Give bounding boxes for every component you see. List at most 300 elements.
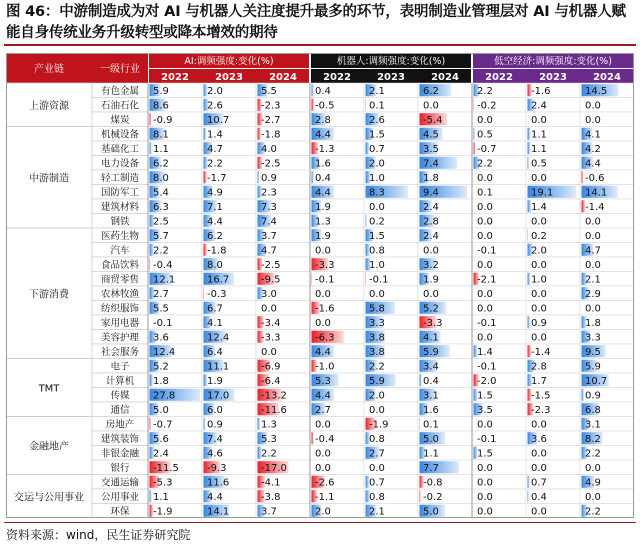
value-label: -3.4 [261, 317, 281, 329]
value-label: 1.9 [315, 230, 331, 242]
value-label: 7.4 [261, 216, 277, 228]
value-label: -0.4 [315, 433, 335, 445]
value-label: 1.4 [207, 129, 223, 141]
value-label: 0.0 [261, 303, 277, 315]
value-label: 14.1 [207, 506, 230, 518]
value-label: 8.3 [369, 187, 385, 199]
value-label: -0.1 [477, 361, 497, 373]
value-label: 1.1 [153, 143, 169, 155]
industry-label: 机械设备 [100, 129, 140, 141]
negative-bar [420, 490, 421, 502]
value-label: 5.0 [423, 433, 439, 445]
value-label: -5.3 [153, 477, 173, 489]
positive-bar [528, 490, 529, 502]
positive-bar [150, 142, 152, 154]
value-label: 0.5 [477, 129, 493, 141]
value-label: -0.1 [477, 245, 497, 257]
industry-label: 医药生物 [100, 230, 140, 242]
value-label: -3.3 [261, 332, 281, 344]
industry-label: 石油石化 [100, 100, 140, 112]
industry-label: 建筑材料 [100, 201, 140, 213]
value-label: 8.0 [207, 259, 223, 271]
value-label: -11.5 [153, 462, 179, 474]
value-label: 0.0 [369, 462, 385, 474]
value-label: 7.7 [423, 462, 439, 474]
value-label: 0.0 [585, 303, 601, 315]
value-label: 0.0 [477, 419, 493, 431]
value-label: 5.3 [315, 375, 331, 387]
value-label: 2.0 [207, 85, 223, 97]
value-label: 5.6 [153, 433, 169, 445]
value-label: -0.1 [315, 274, 335, 286]
value-label: 1.3 [261, 419, 277, 431]
value-label: 0.8 [369, 491, 385, 503]
section-label: 金融地产 [29, 441, 69, 453]
value-label: 4.1 [423, 332, 439, 344]
value-label: 0.0 [531, 259, 547, 271]
value-label: 0.0 [585, 230, 601, 242]
value-label: -0.2 [477, 100, 497, 112]
value-label: 3.8 [369, 332, 385, 344]
value-label: 0.0 [369, 404, 385, 416]
value-label: 0.0 [477, 506, 493, 518]
value-label: 2.0 [369, 158, 385, 170]
value-label: 7.1 [207, 201, 223, 213]
value-label: 4.7 [207, 143, 223, 155]
industry-label: 纺织服饰 [100, 303, 140, 315]
value-label: 2.4 [423, 201, 439, 213]
value-label: -1.9 [153, 506, 173, 518]
value-label: -1.8 [207, 245, 227, 257]
value-label: 1.9 [423, 274, 439, 286]
positive-bar [366, 215, 367, 227]
value-label: 1.7 [531, 375, 547, 387]
value-label: 19.1 [531, 187, 554, 199]
positive-bar [150, 490, 152, 502]
value-label: 3.6 [531, 433, 547, 445]
value-label: 5.9 [369, 375, 385, 387]
value-label: 0.0 [585, 462, 601, 474]
year-header-label: 2022 [161, 72, 189, 83]
value-label: 14.5 [585, 85, 608, 97]
value-label: 3.0 [261, 288, 277, 300]
negative-bar [312, 99, 315, 111]
header-chain: 产业链 [34, 64, 64, 75]
positive-bar [312, 84, 314, 96]
value-label: 4.4 [315, 187, 331, 199]
value-label: 1.1 [423, 448, 439, 460]
positive-bar [420, 418, 421, 430]
value-label: 0.0 [531, 303, 547, 315]
value-label: 5.7 [153, 230, 169, 242]
value-label: 4.1 [585, 129, 601, 141]
value-label: 2.7 [369, 448, 385, 460]
value-label: 0.1 [369, 100, 385, 112]
value-label: 0.0 [261, 346, 277, 358]
positive-bar [528, 229, 529, 241]
value-label: 0.0 [477, 230, 493, 242]
value-label: 0.0 [423, 245, 439, 257]
value-label: 1.1 [531, 143, 547, 155]
value-label: 4.7 [585, 245, 601, 257]
value-label: 2.2 [261, 448, 277, 460]
value-label: -0.4 [153, 259, 173, 271]
value-label: 2.5 [153, 216, 169, 228]
year-header-label: 2023 [215, 72, 243, 83]
value-label: 9.5 [585, 346, 601, 358]
value-label: 2.2 [477, 158, 493, 170]
value-label: 14.1 [585, 187, 608, 199]
value-label: 0.4 [315, 172, 331, 184]
value-label: -0.1 [153, 317, 173, 329]
value-label: 5.0 [153, 404, 169, 416]
year-header-label: 2024 [269, 72, 297, 83]
value-label: -0.9 [153, 114, 173, 126]
value-label: 0.0 [585, 114, 601, 126]
title-divider [4, 44, 636, 46]
value-label: 0.0 [531, 448, 547, 460]
industry-label: 有色金属 [100, 85, 140, 97]
value-label: 0.0 [315, 317, 331, 329]
value-label: 5.2 [153, 361, 169, 373]
value-label: 1.5 [477, 390, 493, 402]
section-label: 交运与公用事业 [14, 492, 84, 504]
value-label: 3.1 [585, 419, 601, 431]
value-label: 4.4 [315, 129, 331, 141]
value-label: -9.5 [261, 274, 281, 286]
value-label: 2.8 [315, 114, 331, 126]
value-label: 2.6 [207, 100, 223, 112]
page-title: 图 46：中游制造成为对 AI 与机器人关注度提升最多的环节，表明制造业管理层对 AI 与机器人赋能自身传统业务升级转型或降本增效的期待 [6, 4, 626, 41]
value-label: 0.0 [477, 288, 493, 300]
negative-bar [312, 432, 314, 444]
value-label: 4.7 [261, 245, 277, 257]
value-label: 0.9 [207, 419, 223, 431]
value-label: 4.4 [207, 216, 223, 228]
value-label: -0.5 [315, 100, 335, 112]
industry-label: 环保 [110, 506, 130, 518]
industry-label: 计算机 [105, 375, 135, 387]
value-label: 2.9 [585, 288, 601, 300]
value-label: 6.2 [423, 85, 439, 97]
value-label: 5.9 [153, 85, 169, 97]
industry-label: 电力设备 [100, 158, 140, 170]
value-label: 2.8 [531, 361, 547, 373]
positive-bar [474, 128, 475, 140]
value-label: -0.7 [477, 143, 497, 155]
value-label: 2.7 [315, 404, 331, 416]
value-label: 2.2 [477, 85, 493, 97]
value-label: -1.6 [531, 85, 551, 97]
value-label: 2.4 [153, 448, 169, 460]
industry-label: 农林牧渔 [100, 288, 140, 300]
value-label: 5.3 [261, 433, 277, 445]
industry-label: 国防军工 [100, 187, 140, 199]
value-label: 4.4 [207, 491, 223, 503]
value-label: 1.0 [369, 259, 385, 271]
value-label: -1.3 [315, 143, 335, 155]
value-label: 3.3 [585, 332, 601, 344]
value-label: -1.4 [531, 346, 551, 358]
value-label: 1.5 [477, 448, 493, 460]
positive-bar [258, 171, 260, 183]
value-label: 0.0 [369, 288, 385, 300]
section-label: 上游资源 [29, 100, 69, 112]
value-label: 1.5 [369, 129, 385, 141]
value-label: 4.9 [207, 187, 223, 199]
value-label: 2.2 [369, 361, 385, 373]
value-label: 3.3 [369, 317, 385, 329]
industry-label: 美容护理 [100, 332, 140, 344]
value-label: 0.0 [477, 201, 493, 213]
industry-label: 基础化工 [100, 143, 140, 155]
negative-bar [582, 171, 584, 183]
value-label: 2.2 [207, 158, 223, 170]
value-label: -4.1 [261, 477, 281, 489]
positive-bar [528, 476, 530, 488]
value-label: 3.7 [261, 506, 277, 518]
value-label: 0.7 [369, 143, 385, 155]
value-label: 0.0 [315, 419, 331, 431]
group-header-label: 机器人:调频强度:变化(%) [336, 56, 446, 67]
value-label: 0.8 [369, 433, 385, 445]
group-header-label: AI:调频强度:变化(%) [184, 56, 274, 67]
value-label: -1.9 [369, 419, 389, 431]
value-label: 1.5 [369, 230, 385, 242]
bottom-divider [4, 522, 636, 523]
value-label: -13.2 [261, 390, 287, 402]
value-label: 1.8 [153, 375, 169, 387]
value-label: -2.0 [477, 375, 497, 387]
value-label: 0.4 [315, 85, 331, 97]
value-label: 6.3 [153, 201, 169, 213]
industry-label: 公用事业 [100, 491, 140, 503]
value-label: 8.6 [153, 100, 169, 112]
positive-bar [312, 171, 314, 183]
value-label: 3.1 [423, 390, 439, 402]
value-label: 0.0 [585, 491, 601, 503]
value-label: 0.0 [585, 259, 601, 271]
value-label: -2.7 [261, 114, 281, 126]
value-label: 4.6 [207, 448, 223, 460]
value-label: 2.7 [153, 288, 169, 300]
value-label: 0.0 [477, 462, 493, 474]
value-label: 4.4 [585, 158, 601, 170]
year-header-label: 2022 [485, 72, 513, 83]
value-label: -6.4 [261, 375, 281, 387]
value-label: 0.0 [531, 462, 547, 474]
value-label: -0.3 [207, 288, 227, 300]
value-label: -3.3 [423, 317, 443, 329]
value-label: 4.0 [261, 143, 277, 155]
header-industry: 一级行业 [100, 64, 140, 75]
value-label: 1.4 [477, 346, 493, 358]
value-label: 0.0 [315, 245, 331, 257]
group-header-label: 低空经济:调频强度:变化(%) [494, 56, 612, 67]
value-label: -5.4 [423, 114, 443, 126]
value-label: 2.2 [585, 448, 601, 460]
value-label: -1.7 [207, 172, 227, 184]
value-label: 4.2 [585, 143, 601, 155]
section-label: 中游制造 [29, 173, 69, 185]
value-label: 10.7 [207, 114, 230, 126]
value-label: 5.5 [261, 85, 277, 97]
value-label: -2.6 [315, 477, 335, 489]
negative-bar [474, 99, 475, 111]
value-label: 0.0 [585, 216, 601, 228]
value-label: 7.4 [207, 433, 223, 445]
value-label: 2.4 [531, 100, 547, 112]
year-header-label: 2024 [431, 72, 459, 83]
industry-label: 家用电器 [100, 317, 140, 329]
positive-bar [204, 418, 206, 430]
value-label: 3.2 [423, 259, 439, 271]
value-label: -1.8 [261, 129, 281, 141]
value-label: 0.9 [531, 317, 547, 329]
value-label: 0.0 [423, 100, 439, 112]
value-label: 6.4 [207, 346, 223, 358]
value-label: -6.3 [315, 332, 335, 344]
positive-bar [528, 316, 530, 328]
section-label: 下游消费 [29, 289, 69, 301]
value-label: 1.1 [153, 491, 169, 503]
value-label: -1.1 [315, 491, 335, 503]
industry-label: 汽车 [110, 245, 130, 257]
positive-bar [420, 374, 422, 386]
value-label: 2.0 [369, 390, 385, 402]
value-label: 1.6 [423, 404, 439, 416]
value-label: 0.7 [531, 477, 547, 489]
value-label: 12.4 [207, 332, 230, 344]
value-label: 1.9 [207, 375, 223, 387]
value-label: -1.0 [315, 361, 335, 373]
value-label: 0.0 [585, 100, 601, 112]
year-header-label: 2024 [593, 72, 621, 83]
value-label: 0.0 [369, 201, 385, 213]
value-label: 0.1 [423, 419, 439, 431]
value-label: 4.1 [207, 317, 223, 329]
value-label: 0.9 [585, 390, 601, 402]
value-label: -2.1 [477, 274, 497, 286]
value-label: 5.2 [423, 303, 439, 315]
value-label: 6.2 [153, 158, 169, 170]
value-label: 0.0 [531, 506, 547, 518]
value-label: -1.5 [531, 390, 551, 402]
value-label: 4.9 [585, 477, 601, 489]
value-label: 5.4 [153, 187, 169, 199]
value-label: 6.0 [207, 404, 223, 416]
value-label: 0.0 [477, 216, 493, 228]
positive-bar [366, 99, 367, 111]
value-label: -11.6 [261, 404, 287, 416]
value-label: 0.1 [477, 187, 493, 199]
value-label: -2.5 [261, 259, 281, 271]
industry-label: 轻工制造 [100, 172, 140, 184]
industry-label: 房地产 [105, 419, 135, 431]
value-label: 2.6 [369, 114, 385, 126]
value-label: 8.2 [585, 433, 601, 445]
value-label: 9.4 [423, 187, 439, 199]
positive-bar [258, 418, 260, 430]
value-label: 16.7 [207, 274, 230, 286]
value-label: 0.0 [477, 259, 493, 271]
value-label: 3.5 [423, 143, 439, 155]
positive-bar [528, 128, 531, 140]
industry-label: 煤炭 [110, 114, 130, 126]
value-label: 1.1 [531, 129, 547, 141]
value-label: 0.0 [477, 303, 493, 315]
value-label: 2.0 [531, 245, 547, 257]
negative-bar [474, 142, 476, 154]
value-label: 3.7 [261, 230, 277, 242]
negative-bar [150, 113, 152, 125]
value-label: -9.3 [207, 462, 227, 474]
value-label: 0.0 [477, 114, 493, 126]
value-label: 0.0 [531, 288, 547, 300]
value-label: 12.1 [153, 274, 176, 286]
value-label: -2.3 [531, 404, 551, 416]
value-label: 5.8 [369, 303, 385, 315]
value-label: 0.0 [477, 477, 493, 489]
industry-label: 非银金融 [100, 448, 140, 460]
value-label: 2.1 [369, 85, 385, 97]
value-label: 0.0 [315, 448, 331, 460]
value-label: 3.6 [153, 332, 169, 344]
negative-bar [204, 287, 205, 299]
value-label: 7.4 [423, 158, 439, 170]
value-label: 0.0 [477, 172, 493, 184]
negative-bar [312, 273, 313, 285]
positive-bar [204, 128, 207, 140]
industry-label: 社会服务 [100, 346, 140, 358]
value-label: -0.1 [369, 274, 389, 286]
value-label: 2.2 [585, 506, 601, 518]
value-label: -1.4 [585, 201, 605, 213]
value-label: -0.8 [423, 477, 443, 489]
value-label: 27.8 [153, 390, 176, 402]
value-label: 0.0 [315, 462, 331, 474]
value-label: 2.1 [585, 274, 601, 286]
value-label: 5.5 [153, 303, 169, 315]
value-label: 4.4 [315, 390, 331, 402]
value-label: -2.5 [261, 158, 281, 170]
value-label: -17.0 [261, 462, 287, 474]
value-label: 0.0 [477, 332, 493, 344]
value-label: 5.0 [423, 506, 439, 518]
positive-bar [528, 142, 531, 154]
value-label: -1.6 [315, 303, 335, 315]
year-header-label: 2023 [377, 72, 405, 83]
value-label: 10.7 [585, 375, 608, 387]
value-label: 0.0 [531, 332, 547, 344]
positive-bar [528, 157, 529, 169]
value-label: 5.9 [585, 361, 601, 373]
value-label: 1.8 [585, 317, 601, 329]
industry-label: 电子 [110, 361, 130, 373]
positive-bar [582, 389, 584, 401]
positive-bar [528, 273, 531, 285]
value-label: -0.1 [477, 433, 497, 445]
value-label: -3.8 [261, 491, 281, 503]
industry-label: 建筑装饰 [100, 433, 140, 445]
value-label: 1.9 [315, 201, 331, 213]
heatmap-table [6, 53, 634, 518]
value-label: 0.0 [315, 288, 331, 300]
value-label: 3.4 [423, 361, 439, 373]
negative-bar [366, 273, 367, 285]
value-label: 1.4 [531, 201, 547, 213]
year-header-label: 2022 [323, 72, 351, 83]
